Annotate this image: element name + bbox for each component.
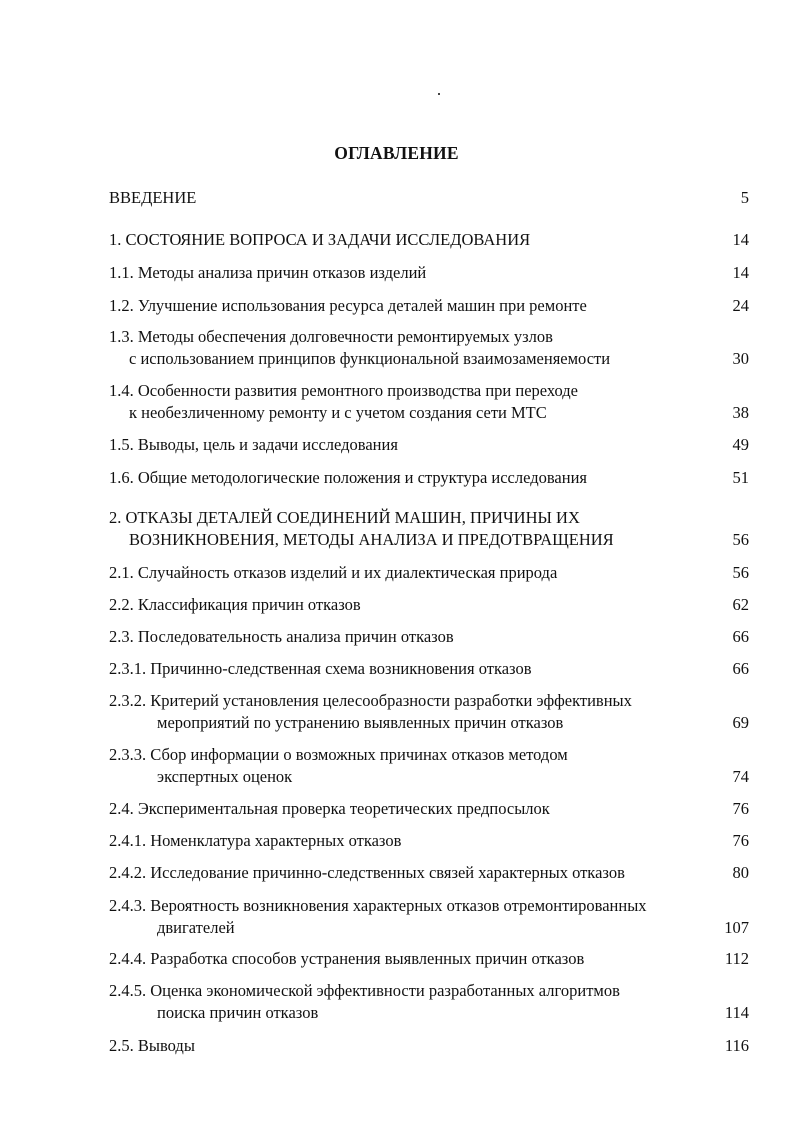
toc-entry [109,262,749,284]
toc-page-number: 112 [724,949,749,968]
toc-page-number: 107 [724,918,749,937]
toc-page-number: 76 [732,799,749,818]
page-title: ОГЛАВЛЕНИЕ [334,143,459,163]
toc-page-number: 66 [732,627,749,646]
toc-page-number: 116 [724,1036,749,1055]
toc-page-number: 66 [732,659,749,678]
toc-page-number: 49 [732,435,749,454]
toc-page-number: 38 [732,403,749,422]
toc-entry-text: 1.6. Общие методологические положения и структура исследования [109,468,588,487]
toc-entry-text: 1. СОСТОЯНИЕ ВОПРОСА И ЗАДАЧИ ИССЛЕДОВАНИЯ [109,230,531,249]
toc-entry-text: 2.4.1. Номенклатура характерных отказов [109,831,402,850]
toc-entry-text: 1.4. Особенности развития ремонтного производства при переходе [109,381,579,400]
toc-entry-text: к необезличенному ремонту и с учетом создания сети МТС [129,403,547,422]
toc-entry [109,830,749,852]
toc-entry [109,295,749,317]
toc-entry [109,380,749,424]
toc-page-number: 69 [732,713,749,732]
toc-entry-text: 2.3.1. Причинно-следственная схема возникновения отказов [109,659,532,678]
toc-entry-text: 2.3.2. Критерий установления целесообразности разработки эффективных [109,691,632,710]
toc-entry-text: 2.4.5. Оценка экономической эффективности разработанных алгоритмов [109,981,620,1000]
toc-entry-text: 1.5. Выводы, цель и задачи исследования [109,435,398,454]
toc-page-number: 5 [740,188,749,207]
toc-page-number: 24 [732,296,749,315]
toc-page-number: 76 [732,831,749,850]
toc-entry-text: 2.2. Классификация причин отказов [109,595,361,614]
toc-entry-text: 2. ОТКАЗЫ ДЕТАЛЕЙ СОЕДИНЕНИЙ МАШИН, ПРИЧИНЫ ИХ [109,508,580,527]
toc-entry [109,326,749,370]
toc-entry-text: 2.4. Экспериментальная проверка теоретических предпосылок [109,799,550,818]
toc-entry [109,895,749,939]
toc-page-number: 80 [732,863,749,882]
toc-entry [109,229,749,251]
toc-entry [109,562,749,584]
toc-page-number: 51 [732,468,749,487]
toc-entry-text: с использованием принципов функциональной взаимозаменяемости [129,349,611,368]
toc-entry-text: 2.5. Выводы [109,1036,195,1055]
toc-entry [109,744,749,788]
scan-speck [438,93,440,95]
toc-page-number: 30 [732,349,749,368]
toc-entry [109,658,749,680]
toc-entry-text: 2.3. Последовательность анализа причин отказов [109,627,454,646]
toc-entry-text: двигателей [157,918,235,937]
toc-entry-text: 2.4.2. Исследование причинно-следственных связей характерных отказов [109,863,625,882]
toc-entry-text: ВОЗНИКНОВЕНИЯ, МЕТОДЫ АНАЛИЗА И ПРЕДОТВРАЩЕНИЯ [129,530,614,549]
toc-entry-text: 1.2. Улучшение использования ресурса деталей машин при ремонте [109,296,587,315]
toc-entry-text: 1.3. Методы обеспечения долговечности ремонтируемых узлов [109,327,553,346]
toc-entry [109,507,749,551]
toc-entry [109,626,749,648]
toc-entry [109,690,749,734]
toc-entry [109,594,749,616]
toc-entry-text: мероприятий по устранению выявленных причин отказов [157,713,564,732]
toc-entry [109,798,749,820]
toc-entry [109,434,749,456]
toc-entry-text: экспертных оценок [157,767,293,786]
toc-entry [109,980,749,1024]
toc-entry-text: ВВЕДЕНИЕ [109,188,197,207]
toc-entry-text: 1.1. Методы анализа причин отказов изделий [109,263,427,282]
toc-entry-text: поиска причин отказов [157,1003,319,1022]
toc-entry-text: 2.1. Случайность отказов изделий и их диалектическая природа [109,563,558,582]
toc-entry [109,1035,749,1057]
toc-page-number: 56 [732,530,749,549]
toc-page-number: 14 [732,263,749,282]
toc-entry [109,467,749,489]
toc-page-number: 56 [732,563,749,582]
toc-entry-text: 2.4.3. Вероятность возникновения характерных отказов отремонтированных [109,896,647,915]
toc-page-number: 114 [724,1003,749,1022]
toc-entry [109,862,749,884]
toc-entry-text: 2.4.4. Разработка способов устранения выявленных причин отказов [109,949,585,968]
toc-entry [109,187,749,209]
toc-page-number: 14 [732,230,749,249]
toc-entry-text: 2.3.3. Сбор информации о возможных причинах отказов методом [109,745,568,764]
toc-page-number: 74 [732,767,749,786]
toc-page-number: 62 [732,595,749,614]
toc-entry [109,948,749,970]
